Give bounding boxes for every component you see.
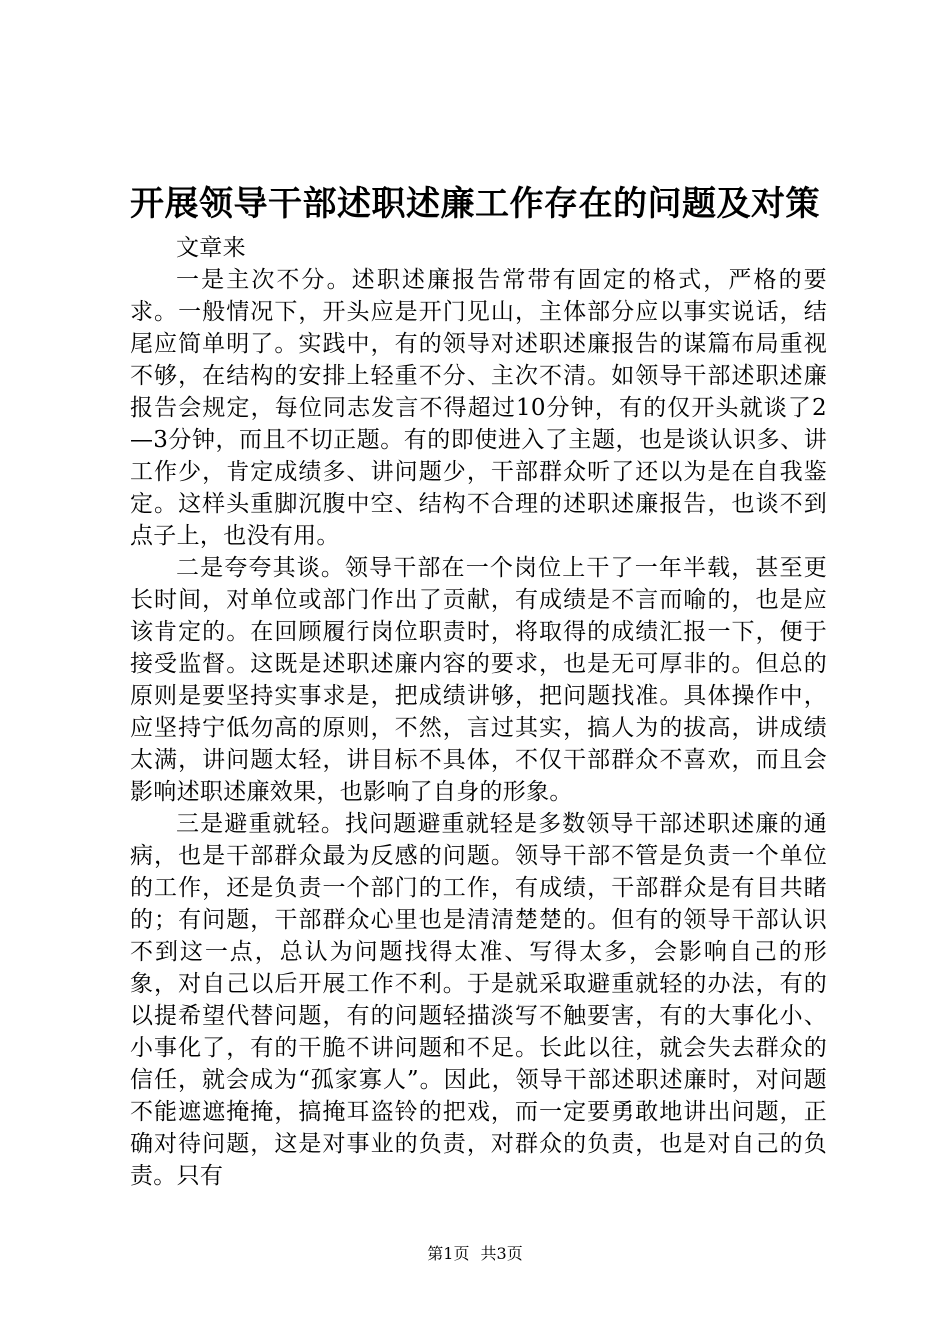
- paragraph-boasting: 二是夸夸其谈。领导干部在一个岗位上干了一年半载，甚至更长时间，对单位或部门作出了贡献，有成绩是不言而喻的，也是应该肯定的。在回顾履行岗位职责时，将取得的成绩汇报一下，便于接受监督。这既是述职述廉内容的要求，也是无可厚非的。但总的原则是要坚持实事求是，把成绩讲够，把问题找准。具体操作中，应坚持宁低勿高的原则，不然，言过其实，搞人为的拔高，讲成绩太满，讲问题太轻，讲目标不具体，不仅干部群众不喜欢，而且会影响述职述廉效果，也影响了自身的形象。: [130, 555, 827, 805]
- page-number: 第1页: [427, 1244, 470, 1263]
- source-line: 文章来: [176, 235, 246, 261]
- page-total: 共3页: [480, 1244, 523, 1263]
- page-footer: [0, 1243, 950, 1265]
- document-body: [130, 232, 827, 1192]
- document-title: 开展领导干部述职述廉工作存在的问题及对策: [130, 184, 820, 224]
- paragraph-avoiding-issues: 三是避重就轻。找问题避重就轻是多数领导干部述职述廉的通病，也是干部群众最为反感的问题。领导干部不管是负责一个单位的工作，还是负责一个部门的工作，有成绩，干部群众是有目共睹的；有问题，干部群众心里也是清清楚楚的。但有的领导干部认识不到这一点，总认为问题找得太准、写得太多，会影响自己的形象，对自己以后开展工作不利。于是就采取避重就轻的办法，有的以提希望代替问题，有的问题轻描淡写不触要害，有的大事化小、小事化了，有的干脆不讲问题和不足。长此以往，就会失去群众的信任，就会成为“孤家寡人”。因此，领导干部述职述廉时，对问题不能遮遮掩掩，搞掩耳盗铃的把戏，而一定要勇敢地讲出问题，正确对待问题，这是对事业的负责，对群众的负责，也是对自己的负责。只有: [130, 811, 827, 1189]
- paragraph-primary-secondary: 一是主次不分。述职述廉报告常带有固定的格式，严格的要求。一般情况下，开头应是开门见山，主体部分应以事实说话，结尾应简单明了。实践中，有的领导对述职述廉报告的谋篇布局重视不够，在结构的安排上轻重不分、主次不清。如领导干部述职述廉报告会规定，每位同志发言不得超过10分钟，有的仅开头就谈了2—3分钟，而且不切正题。有的即使进入了主题，也是谈认识多、讲工作少，肯定成绩多、讲问题少，干部群众听了还以为是在自我鉴定。这样头重脚沉腹中空、结构不合理的述职述廉报告，也谈不到点子上，也没有用。: [130, 267, 827, 549]
